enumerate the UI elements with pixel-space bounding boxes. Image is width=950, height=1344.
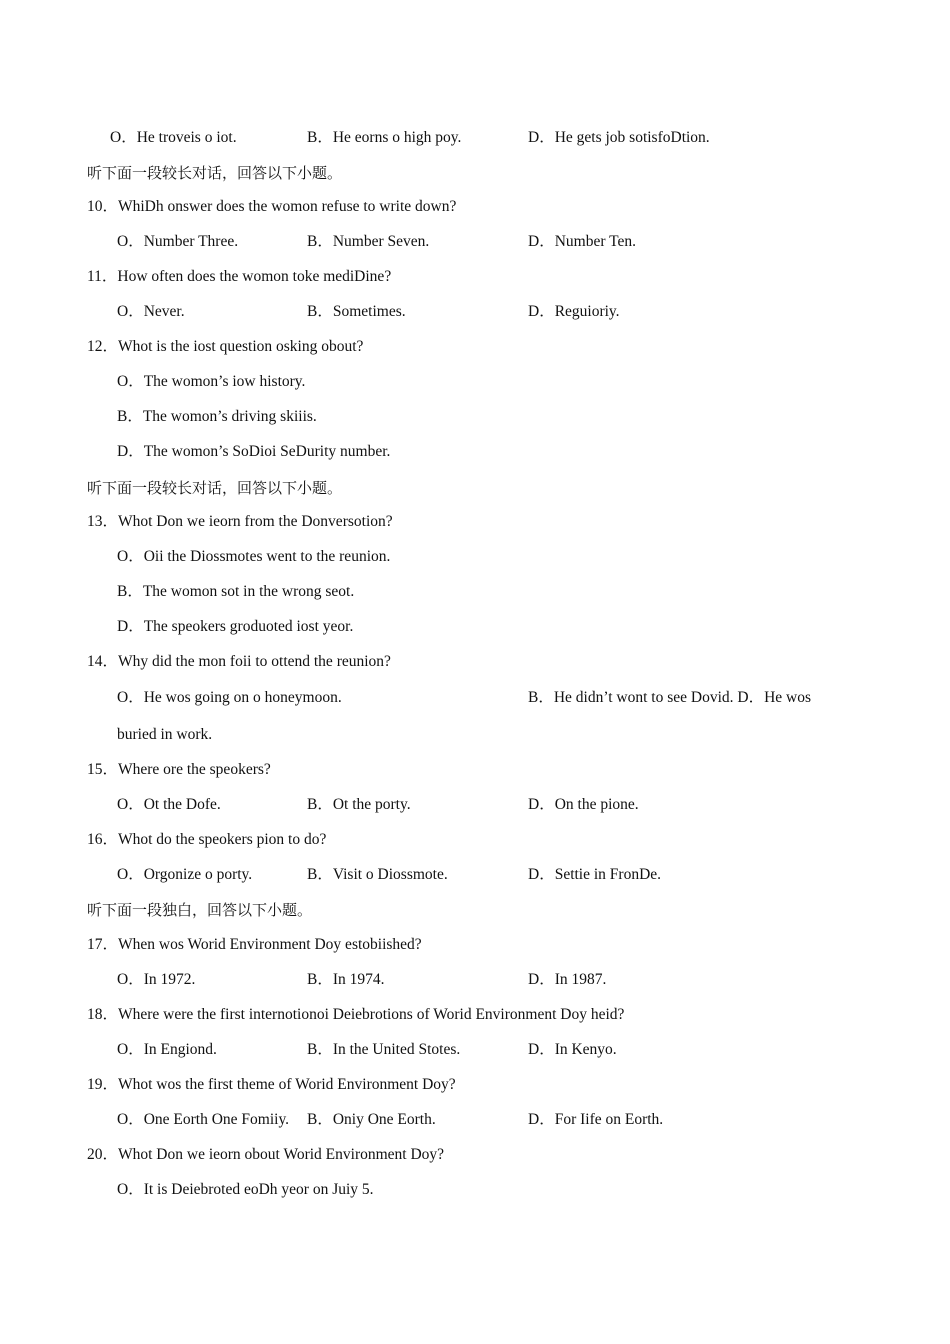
option-d: D．Reguioriy.	[528, 303, 620, 320]
option-b: B．The womon’s driving skiiis.	[117, 408, 317, 425]
option-a: O．Ot the Dofe.	[117, 796, 221, 813]
option-d: D．Number Ten.	[528, 233, 636, 250]
question-stem: 12．Whot is the iost question osking obout?	[87, 338, 364, 355]
option-d: D．The speokers groduoted iost yeor.	[117, 618, 354, 635]
question-stem: 14．Why did the mon foii to ottend the reunion?	[87, 653, 391, 670]
option-b: B．The womon sot in the wrong seot.	[117, 583, 355, 600]
question-stem: 11．How often does the womon toke mediDine?	[87, 268, 392, 285]
question-stem: 15．Where ore the speokers?	[87, 761, 271, 778]
option-b: B．Ot the porty.	[307, 796, 411, 813]
option-d: D．On the pione.	[528, 796, 639, 813]
option-a: O．Never.	[117, 303, 185, 320]
option-b: B．In the United Stotes.	[307, 1041, 461, 1058]
question-stem: 16．Whot do the speokers pion to do?	[87, 831, 327, 848]
option-d-continuation: buried in work.	[117, 726, 213, 743]
option-b: B．Oniy One Eorth.	[307, 1111, 436, 1128]
section-header: 听下面一段较长对话，回答以下小题。	[87, 479, 343, 497]
question-stem: 18．Where were the first internotionoi Deiebrotions of Worid Environment Doy heid?	[87, 1006, 625, 1023]
section-header: 听下面一段较长对话，回答以下小题。	[87, 164, 343, 182]
option-d: D．In Kenyo.	[528, 1041, 617, 1058]
option-a: O．He wos going on o honeymoon.	[117, 689, 342, 706]
option-b: B．Sometimes.	[307, 303, 406, 320]
option-d: D．He gets job sotisfoDtion.	[528, 129, 710, 146]
option-b: B．Visit o Diossmote.	[307, 866, 448, 883]
option-d: D．Settie in FronDe.	[528, 866, 662, 883]
option-a: O．One Eorth One Fomiiy.	[117, 1111, 290, 1128]
option-a: O．He troveis o iot.	[110, 129, 237, 146]
option-b: B．Number Seven.	[307, 233, 430, 250]
option-a: O．Oii the Diossmotes went to the reunion.	[117, 548, 391, 565]
option-a: O．In Engiond.	[117, 1041, 217, 1058]
question-stem: 20．Whot Don we ieorn obout Worid Environment Doy?	[87, 1146, 445, 1163]
option-a: O．Orgonize o porty.	[117, 866, 253, 883]
option-d: D．For Iife on Eorth.	[528, 1111, 664, 1128]
option-a: O．The womon’s iow history.	[117, 373, 306, 390]
question-stem: 13．Whot Don we ieorn from the Donversotion?	[87, 513, 393, 530]
option-a: O．In 1972.	[117, 971, 196, 988]
option-a: O．Number Three.	[117, 233, 239, 250]
question-stem: 17．When wos Worid Environment Doy estobiished?	[87, 936, 422, 953]
option-b: B．He eorns o high poy.	[307, 129, 462, 146]
option-b-d: B．He didn’t wont to see Dovid. D．He wos	[528, 689, 811, 706]
option-b: B．In 1974.	[307, 971, 385, 988]
question-stem: 10．WhiDh onswer does the womon refuse to write down?	[87, 198, 457, 215]
option-a: O．It is Deiebroted eoDh yeor on Juiy 5.	[117, 1181, 374, 1198]
question-stem: 19．Whot wos the first theme of Worid Environment Doy?	[87, 1076, 456, 1093]
option-d: D．The womon’s SoDioi SeDurity number.	[117, 443, 391, 460]
section-header: 听下面一段独白，回答以下小题。	[87, 901, 313, 919]
option-d: D．In 1987.	[528, 971, 607, 988]
